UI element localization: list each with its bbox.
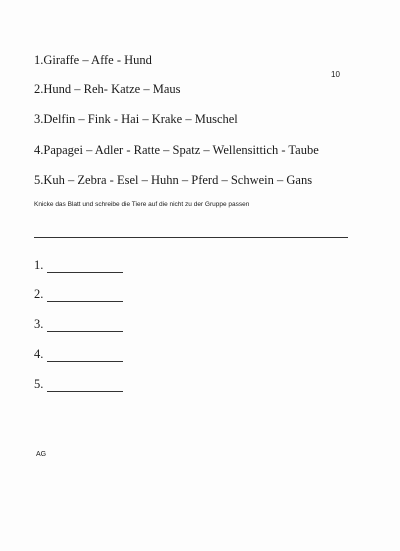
animal-group-5: 5.Kuh – Zebra - Esel – Huhn – Pferd – Schwein – Gans xyxy=(34,173,313,187)
answer-row xyxy=(34,317,43,332)
instruction-text: Knicke das Blatt und schreibe die Tiere auf die nicht zu der Gruppe passen xyxy=(34,201,250,208)
animal-group-2: 2.Hund – Reh- Katze – Maus xyxy=(34,82,181,96)
animal-group-3: 3.Delfin – Fink - Hai – Krake – Muschel xyxy=(34,112,238,126)
answer-number: 2. xyxy=(34,287,44,301)
author-initials: AG xyxy=(36,451,47,458)
answer-number: 4. xyxy=(34,347,44,361)
answer-row xyxy=(34,258,43,273)
answer-number: 3. xyxy=(34,317,44,331)
answer-row xyxy=(34,347,43,362)
answer-row xyxy=(34,287,43,302)
answer-number: 5. xyxy=(34,377,44,391)
answer-blank[interactable] xyxy=(47,301,123,302)
answer-blank[interactable] xyxy=(47,331,123,332)
answer-number: 1. xyxy=(34,258,44,272)
animal-group-4: 4.Papagei – Adler - Ratte – Spatz – Wellensittich - Taube xyxy=(34,143,319,157)
answer-blank[interactable] xyxy=(47,272,123,273)
animal-group-1: 1.Giraffe – Affe - Hund xyxy=(34,53,152,67)
fold-line xyxy=(34,237,348,238)
page-number: 10 xyxy=(331,70,340,79)
answer-blank[interactable] xyxy=(47,391,123,392)
answer-row xyxy=(34,377,43,392)
answer-blank[interactable] xyxy=(47,361,123,362)
